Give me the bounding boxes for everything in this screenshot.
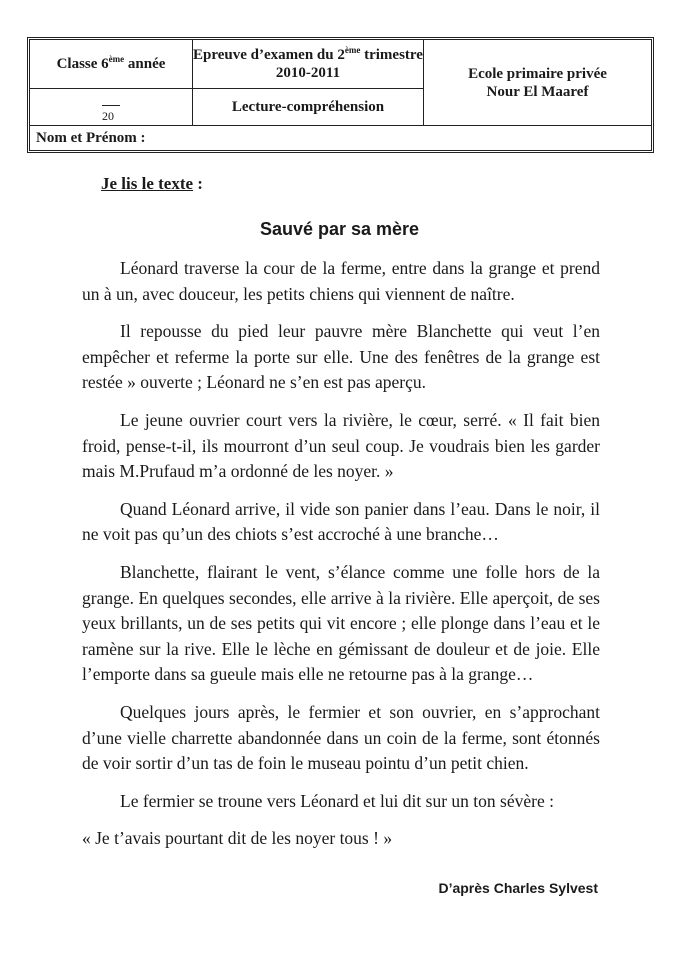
subject-cell	[193, 89, 424, 126]
exam-sup: ème	[344, 45, 361, 55]
score-fraction-line	[102, 105, 120, 106]
exam-header-table	[27, 37, 654, 153]
exam-title: Epreuve d’examen du 2	[193, 47, 345, 63]
reading-text	[82, 256, 600, 864]
class-cell	[30, 40, 193, 89]
score-cell	[30, 89, 193, 126]
school-name: Nour El Maaref	[486, 83, 589, 100]
name-label: Nom et Prénom :	[36, 130, 146, 146]
class-suffix: année	[124, 56, 166, 72]
paragraph: « Je t’avais pourtant dit de les noyer tous ! »	[82, 828, 393, 849]
paragraph: Blanchette, flairant le vent, s’élance comme une folle hors de la grange. En quelques secondes, elle arrive à la rivière. Elle aperçoit, de ses yeux brillants, un de ses petits qui vit encore ; elle plonge dans l’eau et le ramène sur la rive. Elle le lèche en gémissant de douleur et de joie. Elle l’emporte dans sa gueule mais elle ne retourne pas à la grange…	[82, 561, 600, 685]
exam-year: 2010-2011	[275, 65, 341, 81]
exam-title-suffix: trimestre	[360, 47, 423, 63]
school-type: Ecole primaire privée	[468, 65, 607, 82]
school-cell	[424, 40, 651, 126]
paragraph: Le jeune ouvrier court vers la rivière, le cœur, serré. « Il fait bien froid, pense-t-il, ils mourront d’un seul coup. Je voudrais bien les garder mais M.Prufaud m’a ordonné de les noyer. »	[82, 409, 600, 482]
class-label: Classe 6	[56, 56, 109, 72]
author-credit: D’après Charles Sylvest	[438, 880, 598, 896]
text-title: Sauvé par sa mère	[259, 219, 420, 239]
paragraph: Le fermier se troune vers Léonard et lui dit sur un ton sévère :	[120, 790, 554, 811]
paragraph: Quelques jours après, le fermier et son ouvrier, en s’approchant d’une vielle charrette abandonnée dans un coin de la ferme, sont étonnés de voir sortir d’un tas de foin le museau pointu d’un petit chien.	[82, 701, 600, 774]
paragraph: Quand Léonard arrive, il vide son panier dans l’eau. Dans le noir, il ne voit pas qu’un des chiots s’est accroché à une branche…	[82, 498, 600, 545]
name-field[interactable]	[30, 126, 651, 150]
subject-label: Lecture-compréhension	[231, 99, 385, 115]
class-sup: ème	[108, 54, 125, 64]
paragraph: Léonard traverse la cour de la ferme, entre dans la grange et prend un à un, avec douceur, les petits chiens qui viennent de naître.	[82, 258, 600, 304]
section-heading-text: Je lis le texte	[101, 174, 194, 193]
paragraph: Il repousse du pied leur pauvre mère Blanchette qui veut l’en empêcher et referme la porte sur elle. Une des fenêtres de la grange est restée » ouverte ; Léonard ne s’en est pas aperçu.	[82, 321, 600, 393]
section-heading	[101, 174, 203, 194]
score-total: 20	[102, 109, 114, 123]
exam-cell	[193, 40, 424, 89]
section-heading-colon: :	[193, 174, 203, 193]
